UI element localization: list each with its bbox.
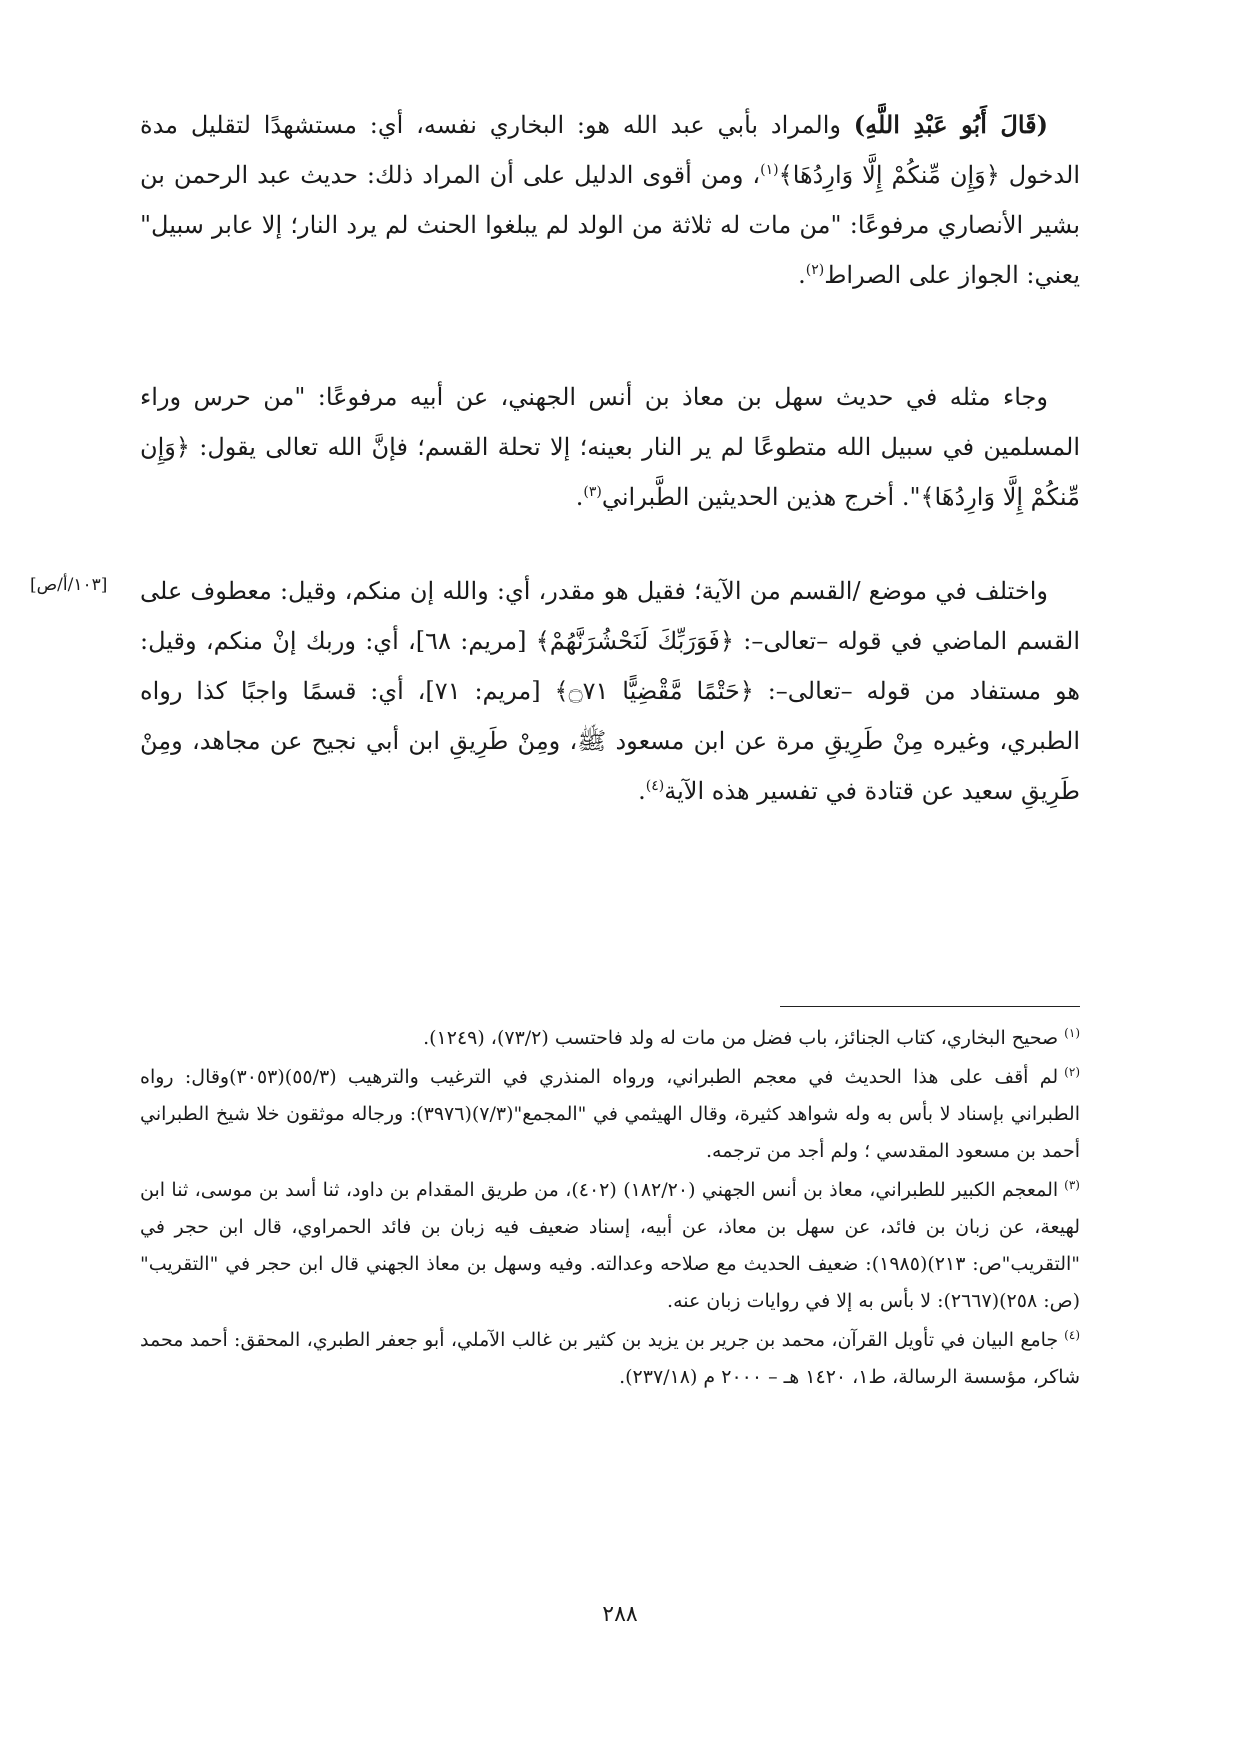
footnote-ref-4[interactable]: (٤): [645, 778, 665, 794]
paragraph-1-end: .: [798, 261, 806, 289]
footnote-number: (٣): [1064, 1177, 1080, 1192]
paragraph-3-end: .: [638, 777, 646, 805]
paragraph-3-text: واختلف في موضع /القسم من الآية؛ فقيل هو مقدر، أي: والله إن منكم، وقيل: معطوف على القسم الماضي في قوله –تعالى–: ﴿فَوَرَبِّكَ لَنَحْشُرَنَّهُمْ﴾ [مريم: ٦٨]، أي: وربك إنْ منكم، وقيل: هو مستفاد من قوله –تعالى–: ﴿حَتْمًا مَّقْضِيًّا ۝٧١﴾ [مريم: ٧١]، أي: قسمًا واجبًا كذا رواه الطبري، وغيره مِنْ طَرِيقِ مرة عن ابن مسعود ﷺ، ومِنْ طَرِيقِ ابن أبي نجيح عن مجاهد، ومِنْ طَرِيقِ سعيد عن قتادة في تفسير هذه الآية: [140, 577, 1080, 805]
speaker-label: (قَالَ أَبُو عَبْدِ اللَّهِ): [853, 110, 1048, 139]
page-number: ٢٨٨: [602, 1602, 638, 1627]
paragraph-1-text: والمراد بأبي عبد الله هو: البخاري نفسه، أي: مستشهدًا لتقليل مدة الدخول ﴿وَإِن مِّنكُمْ إِلَّا وَارِدُهَا﴾: [140, 111, 1080, 189]
manuscript-folio-note: [١٠٣/أ/ص]: [30, 575, 108, 595]
footnote-text: لم أقف على هذا الحديث في معجم الطبراني، ورواه المنذري في الترغيب والترهيب (٥٥/٣)(٣٠٥٣)وقال: رواه الطبراني بإسناد لا بأس به وله شواهد كثيرة، وقال الهيثمي في "المجمع"(٧/٣)(٣٩٧٦): ورجاله موثقون خلا شيخ الطبراني أحمد بن مسعود المقدسي ؛ ولم أجد من ترجمه.: [140, 1066, 1080, 1162]
footnote-ref-1[interactable]: (١): [760, 162, 779, 178]
paragraph-2-text: وجاء مثله في حديث سهل بن معاذ بن أنس الجهني، عن أبيه مرفوعًا: "من حرس وراء المسلمين في سبيل الله متطوعًا لم ير النار بعينه؛ إلا تحلة القسم؛ فإنَّ الله تعالى يقول: ﴿وَإِن مِّنكُمْ إِلَّا وَارِدُهَا﴾". أخرج هذين الحديثين الطَّبراني: [140, 383, 1080, 511]
footnote-3: [140, 1172, 1080, 1320]
footnotes-section: [140, 1020, 1080, 1398]
footnote-1: [140, 1020, 1080, 1057]
footnote-text: صحيح البخاري، كتاب الجنائز، باب فضل من مات له ولد فاحتسب (٧٣/٢)، (١٢٤٩).: [423, 1027, 1059, 1049]
footnote-text: جامع البيان في تأويل القرآن، محمد بن جرير بن يزيد بن كثير بن غالب الآملي، أبو جعفر الطبري، المحقق: أحمد محمد شاكر، مؤسسة الرسالة، ط١، ١٤٢٠ هـ – ٢٠٠٠ م (٢٣٧/١٨).: [140, 1329, 1080, 1388]
footnote-number: (٢): [1064, 1064, 1080, 1079]
footnote-divider: [780, 1006, 1080, 1007]
paragraph-3: [140, 566, 1080, 816]
footnote-number: (٤): [1064, 1327, 1080, 1342]
paragraph-1: [140, 100, 1080, 300]
paragraph-2: [140, 372, 1080, 522]
footnote-text: المعجم الكبير للطبراني، معاذ بن أنس الجهني (١٨٢/٢٠) (٤٠٢)، من طريق المقدام بن داود، ثنا أسد بن موسى، ثنا ابن لهيعة، عن زبان بن فائد، عن سهل بن معاذ، عن أبيه، إسناد ضعيف فيه زبان بن فائد الحمراوي، قال ابن حجر في "التقريب"ص: ٢١٣)(١٩٨٥): ضعيف الحديث مع صلاحه وعدالته. وفيه وسهل بن معاذ الجهني قال ابن حجر في "التقريب"(ص: ٢٥٨)(٢٦٦٧): لا بأس به إلا في روايات زبان عنه.: [140, 1179, 1080, 1312]
footnote-4: [140, 1322, 1080, 1396]
footnote-ref-2[interactable]: (٢): [805, 262, 825, 278]
footnote-ref-3[interactable]: (٣): [583, 484, 602, 500]
paragraph-1-text-2: ، ومن أقوى الدليل على أن المراد ذلك: حديث عبد الرحمن بن بشير الأنصاري مرفوعًا: "من مات له ثلاثة من الولد لم يبلغوا الحنث لم يرد النار؛ إلا عابر سبيل" يعني: الجواز على الصراط: [140, 161, 1081, 289]
footnote-2: [140, 1059, 1080, 1170]
footnote-number: (١): [1064, 1025, 1080, 1040]
paragraph-2-end: .: [575, 483, 584, 511]
